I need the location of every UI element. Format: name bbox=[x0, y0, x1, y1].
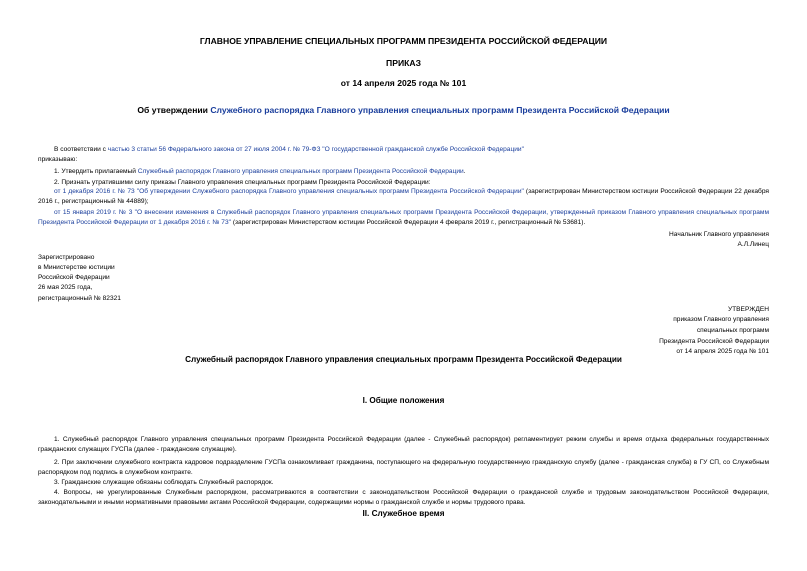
order-title-prefix: Об утверждении bbox=[137, 105, 211, 115]
order-item-1-prefix: 1. Утвердить прилагаемый bbox=[54, 168, 138, 175]
order-item-2b-suffix: (зарегистрирован Министерством юстиции Российской Федерации 4 февраля 2019 г., регистрационный № 53681). bbox=[230, 218, 586, 226]
approval-line-1: УТВЕРЖДЕН bbox=[727, 306, 769, 313]
order-item-1-suffix: . bbox=[463, 168, 466, 175]
registration-line-1: Зарегистрировано bbox=[38, 254, 95, 261]
order-item-2: 2. Признать утратившими силу приказы Главного управления специальных программ Президента Российской Федерации: bbox=[54, 179, 431, 186]
rules-title: Служебный распорядок Главного управления специальных программ Президента Российской Федерации bbox=[185, 355, 622, 364]
signer-name: А.Л.Линец bbox=[737, 241, 769, 248]
preamble bbox=[54, 145, 524, 154]
registration-line-4: 26 мая 2025 года, bbox=[38, 284, 93, 291]
order-item-1 bbox=[54, 167, 466, 176]
rules-paragraph-4: 4. Вопросы, не урегулированные Служебным распорядком, рассматриваются в соответствии с законодательством Российской Федерации о гражданской службе и трудовым законодательством Российской Федерации, законодательными и иными нормативными правовыми актами Российской Федерации, содержащими нормы о гражданской службе и нормы трудового права. bbox=[38, 489, 769, 506]
order-2019-link[interactable]: от 15 января 2019 г. № 3 "О внесении изменения в Служебный распорядок Главного управления специальных программ Президента Российской Федерации, утвержденный приказом Главного управления специальных программ Президента Российской Федерации от 1 декабря 2016 г. № 73" bbox=[38, 209, 769, 226]
law-link[interactable]: частью 3 статьи 56 Федерального закона от 27 июля 2004 г. № 79-ФЗ "О государственной гражданской службе Российской Федерации" bbox=[107, 146, 524, 153]
approval-line-5: от 14 апреля 2025 года № 101 bbox=[676, 348, 769, 355]
preamble-prefix: В соответствии с bbox=[54, 146, 108, 153]
signer-position: Начальник Главного управления bbox=[669, 231, 769, 238]
rules-paragraph-1: 1. Служебный распорядок Главного управления специальных программ Президента Российской Федерации (далее - Служебный распорядок) регламентирует режим службы и время отдыха федеральных государственных гражданских служащих ГУСПа (далее - гражданские служащие). bbox=[38, 436, 769, 453]
section-2-title: II. Служебное время bbox=[362, 509, 445, 518]
registration-line-3: Российской Федерации bbox=[38, 274, 110, 281]
order-date-number: от 14 апреля 2025 года № 101 bbox=[340, 78, 467, 88]
section-1-title: I. Общие положения bbox=[362, 396, 445, 405]
doc-type: ПРИКАЗ bbox=[386, 58, 421, 68]
rules-paragraph-3: 3. Гражданские служащие обязаны соблюдать Служебный распорядок. bbox=[54, 479, 274, 486]
registration-line-2: в Министерстве юстиции bbox=[38, 264, 115, 271]
agency-name: ГЛАВНОЕ УПРАВЛЕНИЕ СПЕЦИАЛЬНЫХ ПРОГРАММ ПРЕЗИДЕНТА РОССИЙСКОЙ ФЕДЕРАЦИИ bbox=[199, 36, 608, 46]
prikazyvayu: приказываю: bbox=[38, 156, 78, 163]
order-item-2b bbox=[38, 208, 769, 227]
order-2016-link[interactable]: от 1 декабря 2016 г. № 73 "Об утверждении Служебного распорядка Главного управления специальных программ Президента Российской Федерации" bbox=[54, 188, 524, 195]
registration-line-5: регистрационный № 82321 bbox=[38, 295, 121, 302]
approval-line-4: Президента Российской Федерации bbox=[659, 338, 769, 345]
rules-paragraph-2: 2. При заключении служебного контракта кадровое подразделение ГУСПа ознакомливает гражданина, поступающего на федеральную государственную гражданскую службу (далее - гражданская служба) в ГУ СП, со Служебным распорядком под подпись в служебном контракте. bbox=[38, 459, 769, 476]
rules-link[interactable]: Служебный распорядок Главного управления специальных программ Президента Российской Федерации bbox=[137, 168, 464, 175]
order-title bbox=[0, 105, 807, 115]
approval-line-2: приказом Главного управления bbox=[673, 316, 769, 323]
order-title-link[interactable]: Служебного распорядка Главного управления специальных программ Президента Российской Федерации bbox=[210, 105, 670, 115]
approval-line-3: специальных программ bbox=[696, 327, 769, 334]
order-item-2a-suffix: (зарегистрирован Министерством юстиции Российской Федерации 22 декабря 2016 г., регистрационный № 44889); bbox=[38, 188, 769, 205]
order-item-2a bbox=[38, 187, 769, 206]
